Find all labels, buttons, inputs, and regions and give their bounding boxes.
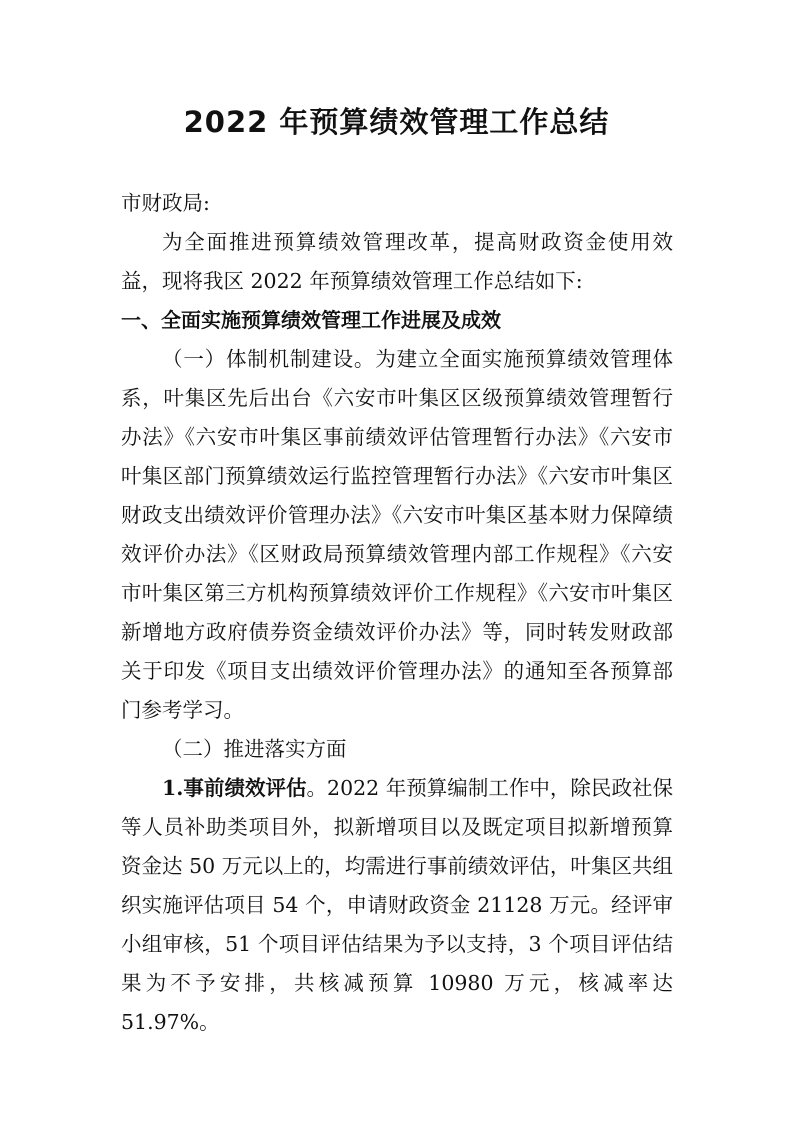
subsection-1-paragraph [121, 340, 673, 730]
section-heading-1: 一、全面实施预算绩效管理工作进展及成效 [121, 308, 501, 332]
salutation: 市财政局: [121, 191, 210, 215]
intro-paragraph: 为全面推进预算绩效管理改革，提高财政资金使用效益，现将我区 2022 年预算绩效管理工作总结如下: [121, 230, 673, 293]
subsection-1-heading: （一）体制机制建设。 [162, 347, 376, 371]
document-body [121, 184, 673, 1042]
item-1-text: 。2022 年预算编制工作中，除民政社保等人员补助类项目外，拟新增项目以及既定项目拟新增预算资金达 50 万元以上的，均需进行事前绩效评估，叶集区共组织实施评估项目 54 个，申请财政资金 21128 万元。经评审小组审核，51 个项目评估结果为予以支持，3 个项目评估结果为不予安排，共核减预算 10980 万元，核减率达 51.97%。 [121, 776, 673, 1034]
subsection-1-text: 为建立全面实施预算绩效管理体系，叶集区先后出台《六安市叶集区区级预算绩效管理暂行办法》《六安市叶集区事前绩效评估管理暂行办法》《六安市叶集区部门预算绩效运行监控管理暂行办法》《六安市叶集区财政支出绩效评价管理办法》《六安市叶集区基本财力保障绩效评价办法》《区财政局预算绩效管理内部工作规程》《六安市叶集区第三方机构预算绩效评价工作规程》《六安市叶集区新增地方政府债券资金绩效评价办法》等，同时转发财政部关于印发《项目支出绩效评价管理办法》的通知至各预算部门参考学习。 [121, 347, 674, 722]
item-1-heading: 1.事前绩效评估 [162, 776, 307, 800]
document-title: 2022 年预算绩效管理工作总结 [183, 105, 610, 139]
subsection-2-heading: （二）推进落实方面 [162, 737, 347, 761]
item-1-paragraph [121, 769, 673, 1042]
